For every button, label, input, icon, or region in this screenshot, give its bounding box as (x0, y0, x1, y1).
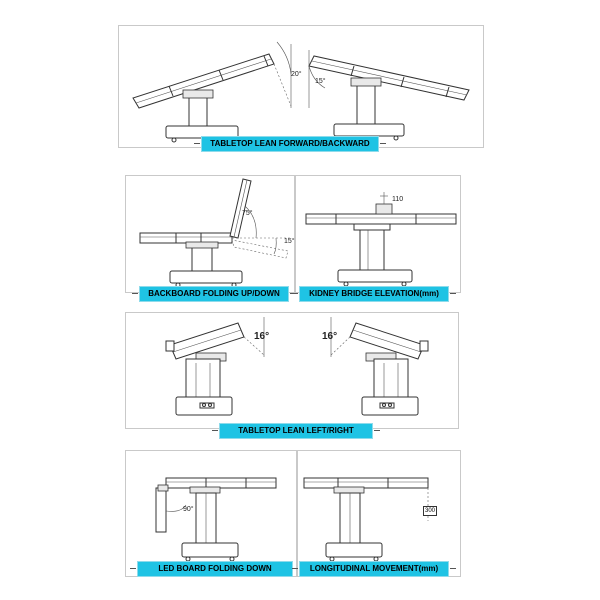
angle-led-90: 90° (183, 506, 194, 513)
panel-kidney-bridge (295, 175, 461, 293)
table-tilt-right (331, 317, 428, 415)
panel-longitudinal-movement (297, 450, 461, 577)
label-tabletop-lean-left-right: TABLETOP LEAN LEFT/RIGHT (220, 424, 372, 438)
table-tilt-left (166, 317, 264, 415)
angle-forward-20: 20° (291, 71, 302, 78)
panel-tabletop-lean-forward-backward (118, 25, 484, 148)
diagram-kidney-bridge (296, 176, 462, 294)
angle-right-16: 16° (322, 331, 338, 342)
diagram-backboard-folding (126, 176, 296, 294)
angle-backboard-75: 75° (242, 210, 253, 217)
diagram-lean-left-right (126, 313, 460, 430)
diagram-tilt-forward-backward (119, 26, 485, 149)
label-kidney-bridge: KIDNEY BRIDGE ELEVATION(mm) (300, 287, 448, 301)
table-tilted-backward (309, 50, 469, 140)
label-tabletop-lean-forward-backward: TABLETOP LEAN FORWARD/BACKWARD (202, 137, 378, 151)
longitudinal-300: 300 (425, 508, 436, 514)
kidney-elevation-110: 110 (392, 196, 404, 203)
panel-led-board (125, 450, 297, 577)
diagram-longitudinal (298, 451, 462, 578)
diagram-led-board (126, 451, 298, 578)
label-backboard-folding: BACKBOARD FOLDING UP/DOWN (140, 287, 288, 301)
label-led-board: LED BOARD FOLDING DOWN (138, 562, 292, 576)
label-longitudinal-movement: LONGITUDINAL MOVEMENT(mm) (300, 562, 448, 576)
panel-backboard-folding (125, 175, 295, 293)
angle-backward-15: 15° (315, 78, 326, 85)
angle-backboard-15: 15° (284, 238, 295, 245)
table-tilted-forward (133, 42, 291, 142)
angle-left-16: 16° (254, 331, 270, 342)
panel-tabletop-lean-left-right (125, 312, 459, 429)
